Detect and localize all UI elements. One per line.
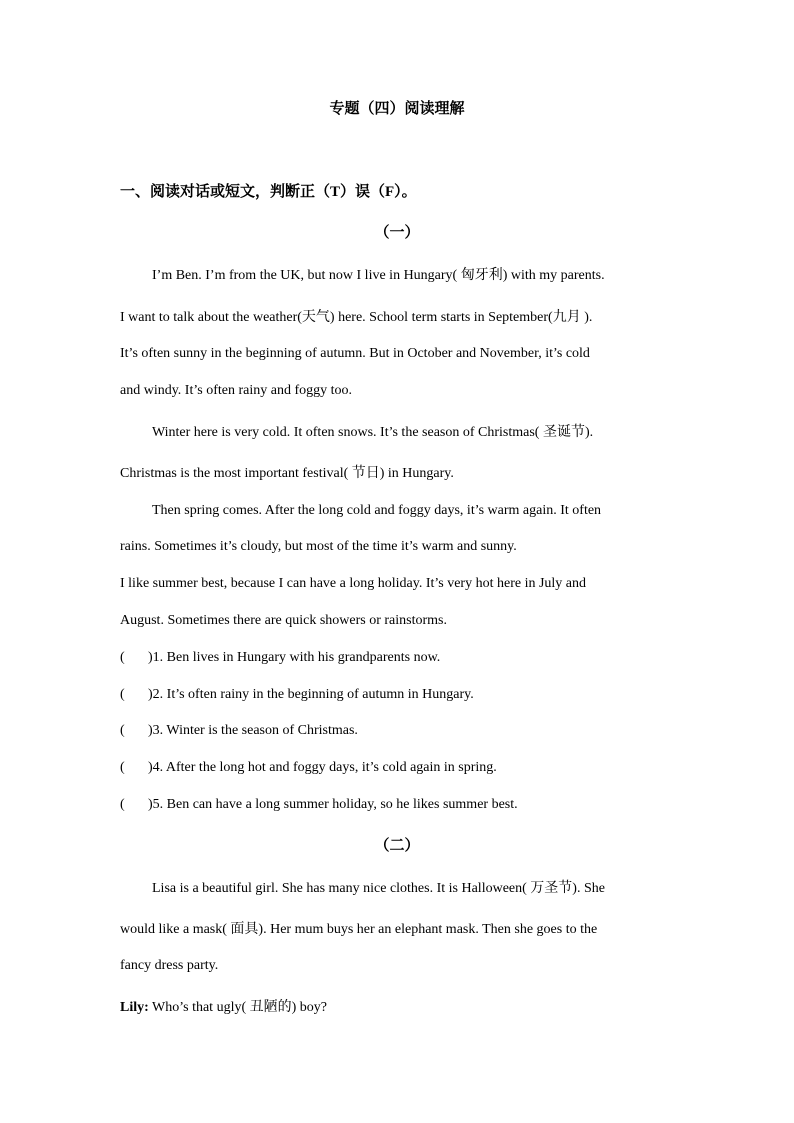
passage1-line: Christmas is the most important festival( 节日) in Hungary. <box>120 466 454 481</box>
section-heading: 一、阅读对话或短文，判断正（T）误（F）。 <box>120 184 417 200</box>
question-text: )3. Winter is the season of Christmas. <box>148 723 358 738</box>
passage1-line: August. Sometimes there are quick showers or rainstorms. <box>120 613 447 628</box>
passage1-line: Winter here is very cold. It often snows. It’s the season of Christmas( 圣诞节). <box>152 425 594 440</box>
question-text: )5. Ben can have a long summer holiday, so he likes summer best. <box>148 797 518 812</box>
question-text: )2. It’s often rainy in the beginning of autumn in Hungary. <box>148 687 474 702</box>
passage1-line: I’m Ben. I’m from the UK, but now I live in Hungary( 匈牙利) with my parents. <box>152 268 605 283</box>
passage1-line: rains. Sometimes it’s cloudy, but most of the time it’s warm and sunny. <box>120 539 517 554</box>
passage1-line: I want to talk about the weather(天气) here. School term starts in September(九月 ). <box>120 310 593 325</box>
dialogue-text: Who’s that ugly( 丑陋的) boy? <box>148 1000 328 1015</box>
question-item <box>120 797 675 813</box>
dialogue-line <box>120 996 675 1016</box>
speaker-name: Lily: <box>120 1000 149 1015</box>
passage2-line: fancy dress party. <box>120 958 219 973</box>
passage2-line: would like a mask( 面具). Her mum buys her an elephant mask. Then she goes to the <box>120 922 598 937</box>
question-item <box>120 760 675 776</box>
page-title: 专题（四）阅读理解 <box>329 101 465 117</box>
answer-blank[interactable]: ( <box>120 723 125 738</box>
part2-label: （二） <box>374 838 420 854</box>
passage2-line: Lisa is a beautiful girl. She has many nice clothes. It is Halloween( 万圣节). She <box>152 881 605 896</box>
question-item <box>120 650 675 666</box>
part1-label: （一） <box>374 225 420 241</box>
question-text: )1. Ben lives in Hungary with his grandparents now. <box>148 650 441 665</box>
answer-blank[interactable]: ( <box>120 650 125 665</box>
answer-blank[interactable]: ( <box>120 760 125 775</box>
passage1-line: Then spring comes. After the long cold and foggy days, it’s warm again. It often <box>152 503 602 518</box>
passage1-line: I like summer best, because I can have a long holiday. It’s very hot here in July and <box>120 576 587 591</box>
question-text: )4. After the long hot and foggy days, it’s cold again in spring. <box>148 760 497 775</box>
answer-blank[interactable]: ( <box>120 797 125 812</box>
question-item <box>120 723 675 739</box>
question-item <box>120 687 675 703</box>
answer-blank[interactable]: ( <box>120 687 125 702</box>
passage1-line: and windy. It’s often rainy and foggy too. <box>120 383 352 398</box>
passage1-line: It’s often sunny in the beginning of autumn. But in October and November, it’s cold <box>120 346 590 361</box>
